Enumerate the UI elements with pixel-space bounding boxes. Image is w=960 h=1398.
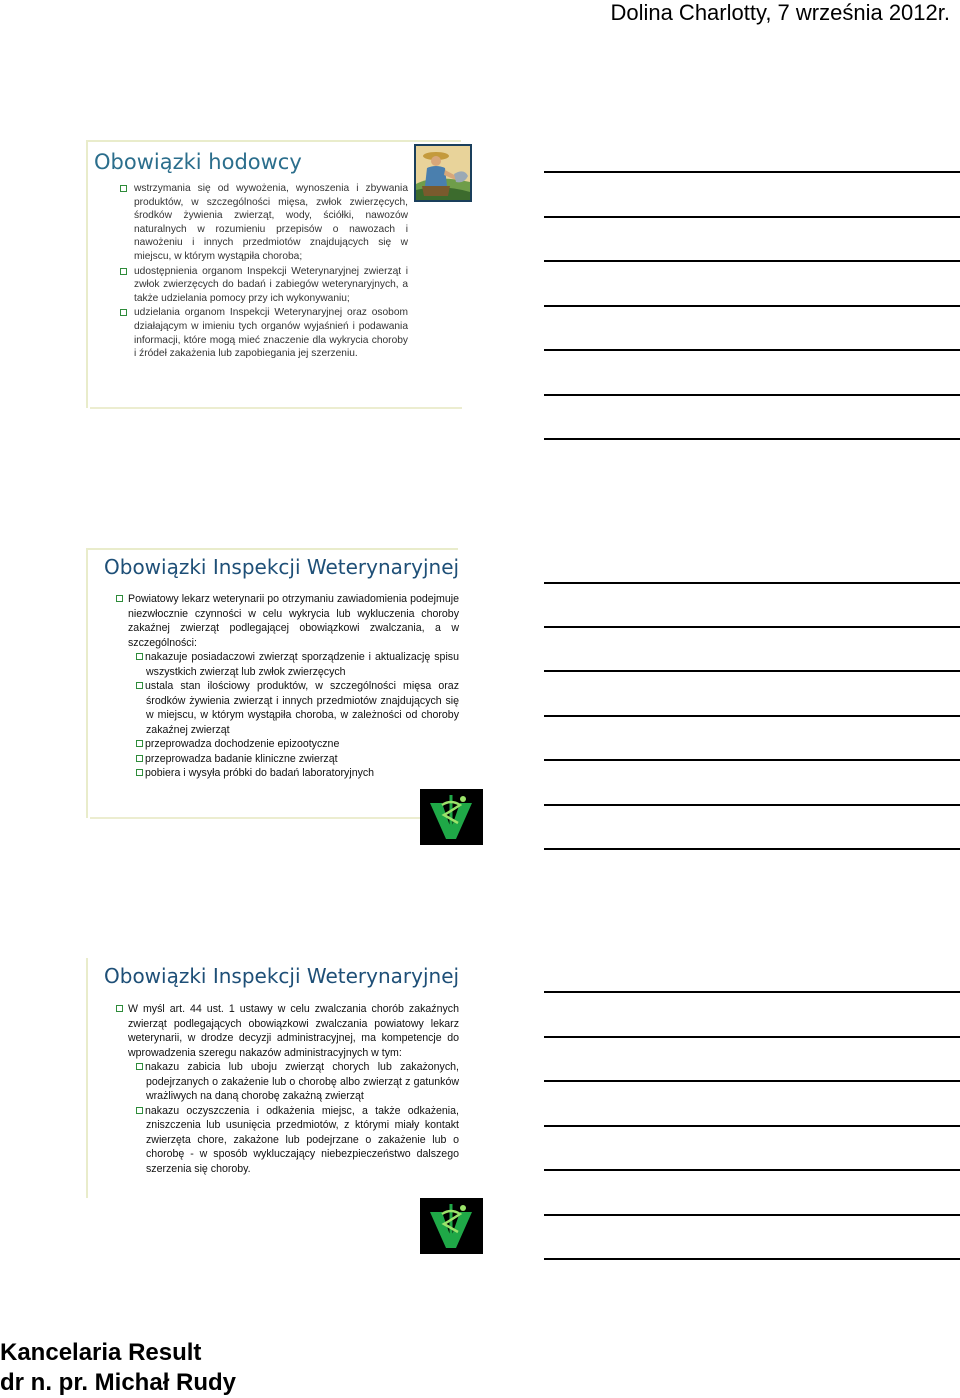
slide-1-frame-top [86, 140, 461, 142]
footer-company: Kancelaria Result [0, 1339, 202, 1366]
document-footer [0, 1338, 236, 1398]
list-item: nakazu zabicia lub uboju zwierząt chorych lub zakażonych, podejrzanych o zakażenie lub o chorobę albo zwierząt z gatunków wrażliwych na daną chorobę zakażną zwierząt [136, 1060, 459, 1104]
list-item: Powiatowy lekarz weterynarii po otrzymaniu zawiadomienia podejmuje niezwłocznie czynności w celu wykrycia lub wykluczenia choroby zakaźnej zwierząt podlegającej obowiązkowi zwalczania, a w szczególności: [116, 592, 459, 650]
slide-2-title: Obowiązki Inspekcji Weterynaryjnej [104, 555, 460, 579]
checkbox-bullet-icon [120, 185, 127, 192]
checkbox-bullet-icon [136, 1107, 143, 1114]
document-header: Dolina Charlotty, 7 września 2012r. [610, 0, 950, 25]
list-item: ustala stan ilościowy produktów, w szczególności mięsa oraz środków żywienia zwierząt i innych przedmiotów znajdujących się w miejscu, w którym wystąpiła choroba, w zależności od choroby zakaźnej zwierząt [136, 679, 459, 737]
checkbox-bullet-icon [136, 755, 143, 762]
note-line [544, 582, 960, 584]
checkbox-bullet-icon [116, 595, 123, 602]
note-line [544, 171, 960, 173]
note-line [544, 1169, 960, 1171]
note-line [544, 1125, 960, 1127]
checkbox-bullet-icon [116, 1005, 123, 1012]
slide-3-title: Obowiązki Inspekcji Weterynaryjnej [104, 964, 460, 988]
note-line [544, 1036, 960, 1038]
note-line [544, 305, 960, 307]
slide-1-frame-bottom [90, 407, 462, 409]
list-item: przeprowadza badanie kliniczne zwierząt [136, 752, 459, 767]
farmer-clipart-image [414, 144, 472, 202]
checkbox-bullet-icon [136, 1063, 143, 1070]
slide-1-title: Obowiązki hodowcy [94, 150, 302, 174]
note-line [544, 260, 960, 262]
checkbox-bullet-icon [136, 769, 143, 776]
checkbox-bullet-icon [120, 268, 127, 275]
list-item: udzielania organom Inspekcji Weterynaryjnej oraz osobom działającym w imieniu tych organów wyjaśnień i podawania informacji, które mogą mieć znaczenie dla wykrycia choroby i źródeł zakażenia lub zapobiegania jej szerzeniu. [120, 306, 408, 360]
checkbox-bullet-icon [136, 653, 143, 660]
note-line [544, 670, 960, 672]
note-line [544, 804, 960, 806]
note-line [544, 1080, 960, 1082]
note-line [544, 394, 960, 396]
note-line [544, 1214, 960, 1216]
checkbox-bullet-icon [136, 682, 143, 689]
note-line [544, 1258, 960, 1260]
slide-2-frame-bottom [90, 817, 462, 819]
footer-author: dr n. pr. Michał Rudy [0, 1369, 237, 1396]
note-line [544, 626, 960, 628]
checkbox-bullet-icon [136, 740, 143, 747]
note-line [544, 759, 960, 761]
checkbox-bullet-icon [120, 309, 127, 316]
slide-1-frame-left [86, 140, 88, 408]
note-line [544, 991, 960, 993]
list-item: wstrzymania się od wywożenia, wynoszenia i zbywania produktów, w szczególności mięsa, zwłok zwierzęcych, środków żywienia zwierząt, wody, ściółki, nawozów naturalnych w rozumieniu przepisów o nawozach i nawożeniu i innych przedmiotów znajdujących się w miejscu, w którym wystąpiła choroba; [120, 182, 408, 264]
note-line [544, 349, 960, 351]
note-line [544, 438, 960, 440]
slide-2-frame-top [86, 548, 458, 550]
list-item: W myśl art. 44 ust. 1 ustawy w celu zwalczania chorób zakaźnych zwierząt podlegających obowiązkowi zwalczania powiatowy lekarz weterynarii, w drodze decyzji administracyjnej, ma kompetencje do wprowadzenia szeregu nakazów administracyjnych w tym: [116, 1002, 459, 1060]
note-line [544, 715, 960, 717]
veterinary-logo-image [420, 1198, 483, 1254]
list-item: nakazuje posiadaczowi zwierząt sporządzenie i aktualizację spisu wszystkich zwierząt lub zwłok zwierzęcych [136, 650, 459, 679]
list-item: nakazu oczyszczenia i odkażenia miejsc, a także odkażenia, zniszczenia lub usunięcia przedmiotów, z którymi miały kontakt zwierzęta chore, zakażone lub podejrzane o zakażenie lub o chorobę - w sposób wykluczający niebezpieczeństwo dalszego szerzenia się choroby. [136, 1104, 459, 1177]
veterinary-logo-image [420, 789, 483, 845]
slide-2-frame-left [86, 548, 88, 818]
list-item: przeprowadza dochodzenie epizootyczne [136, 737, 459, 752]
note-line [544, 848, 960, 850]
slide-3-frame-left [86, 958, 88, 1198]
list-item: udostępnienia organom Inspekcji Weterynaryjnej zwierząt i zwłok zwierzęcych do badań i zabiegów weterynaryjnych, a także udzielania pomocy przy ich wykonywaniu; [120, 265, 408, 306]
note-line [544, 216, 960, 218]
list-item: pobiera i wysyła próbki do badań laboratoryjnych [136, 766, 459, 781]
